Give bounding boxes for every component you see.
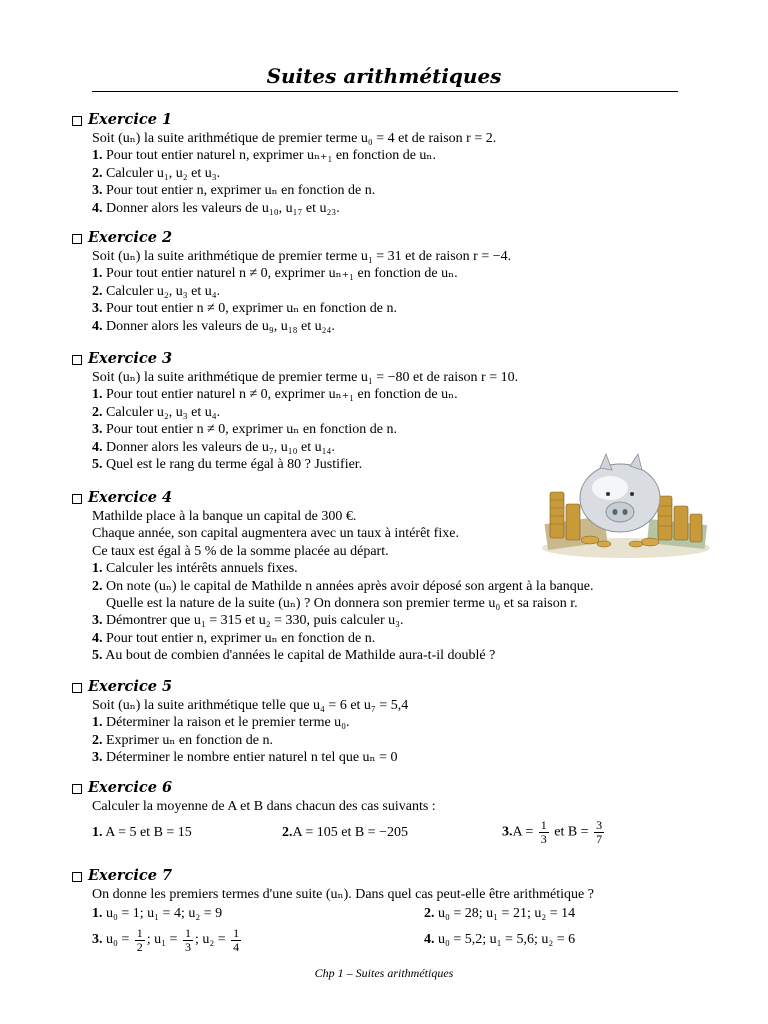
exercise-line: 3. Pour tout entier n, exprimer uₙ en fonction de n. (92, 183, 376, 199)
case-4: 4. u₀ = 5,2; u₁ = 5,6; u₂ = 6 (424, 932, 576, 948)
case-3: 3. u₀ = $\frac{1}{2}$ ; u₁ = $\frac{1}{3}$ ; u₂ = $\frac{1}{4}$ (92, 925, 240, 954)
exercise-line: 2. On note (uₙ) le capital de Mathilde n années après avoir déposé son argent à la banque. (92, 578, 594, 594)
exercise-line: 1. Pour tout entier naturel n, exprimer uₙ₊₁ en fonction de uₙ. (92, 148, 436, 164)
checkbox-icon (72, 872, 82, 882)
exercise-line: 2. Calculer u₂, u₃ et u₄. (92, 283, 221, 299)
exercise-line: 4. Donner alors les valeurs de u₁₀, u₁₇ et u₂₃. (92, 200, 340, 216)
case-2: 2. u₀ = 28; u₁ = 21; u₂ = 14 (424, 906, 576, 922)
fraction: $\frac{3}{7}$ (596, 818, 603, 847)
exercise-line: 3. Déterminer le nombre entier naturel n tel que uₙ = 0 (92, 750, 398, 766)
fraction: $\frac{1}{3}$ (540, 818, 547, 847)
exercise-line: 5. Quel est le rang du terme égal à 80 ? Justifier. (92, 457, 363, 473)
exercise-line: 4. Pour tout entier n, exprimer uₙ en fonction de n. (92, 630, 376, 646)
case-2: 2.A = 105 et B = −205 (282, 824, 408, 840)
exercise-cases (92, 925, 732, 955)
exercise-line: Soit (uₙ) la suite arithmétique de premier terme u₁ = −80 et de raison r = 10. (92, 370, 519, 385)
exercise-line: 5. Au bout de combien d'années le capital de Mathilde aura-t-il doublé ? (92, 648, 496, 664)
exercise-line: 2. Calculer u₁, u₂ et u₃. (92, 165, 221, 181)
exercise-intro: On donne les premiers termes d'une suite (uₙ). Dans quel cas peut-elle être arithmétique ? (92, 887, 594, 902)
exercise-line: 2. Calculer u₂, u₃ et u₄. (92, 404, 221, 420)
checkbox-icon (72, 494, 82, 504)
exercise-title: Exercice 2 (88, 228, 173, 246)
exercise-line: 3. Pour tout entier n ≠ 0, exprimer uₙ en fonction de n. (92, 422, 397, 438)
exercise-line: 1. Pour tout entier naturel n ≠ 0, exprimer uₙ₊₁ en fonction de uₙ. (92, 387, 458, 403)
exercise-line: 3. Pour tout entier n ≠ 0, exprimer uₙ en fonction de n. (92, 301, 397, 317)
page-title: Suites arithmétiques (266, 64, 502, 88)
exercise-line: Chaque année, son capital augmentera avec un taux à intérêt fixe. (92, 526, 459, 542)
exercise-title: Exercice 6 (88, 778, 173, 796)
exercise-line: Quelle est la nature de la suite (uₙ) ? On donnera son premier terme u₀ et sa raison r. (106, 596, 578, 612)
case-1: 1. u₀ = 1; u₁ = 4; u₂ = 9 (92, 906, 223, 922)
exercise-title: Exercice 4 (88, 488, 173, 506)
exercise-4 (72, 486, 732, 665)
exercise-line: Soit (uₙ) la suite arithmétique de premier terme u₁ = 31 et de raison r = −4. (92, 249, 512, 264)
exercise-title: Exercice 1 (88, 110, 173, 128)
case-3: 3.A = $\frac{1}{3}$ et B = $\frac{3}{7}$ (502, 818, 603, 847)
exercise-line: 4. Donner alors les valeurs de u₇, u₁₀ et u₁₄. (92, 439, 335, 455)
exercise-line: 2. Exprimer uₙ en fonction de n. (92, 732, 274, 748)
exercise-1 (72, 108, 732, 217)
exercise-cases (92, 819, 732, 846)
exercise-5 (72, 675, 732, 767)
exercise-line: Soit (uₙ) la suite arithmétique de premier terme u₀ = 4 et de raison r = 2. (92, 131, 497, 146)
exercise-title: Exercice 3 (88, 349, 173, 367)
exercise-line: 4. Donner alors les valeurs de u₉, u₁₈ et u₂₄. (92, 318, 335, 334)
exercise-cases (92, 903, 732, 925)
exercise-line: 1. Calculer les intérêts annuels fixes. (92, 561, 298, 577)
exercise-intro: Calculer la moyenne de A et B dans chacun des cas suivants : (92, 799, 436, 814)
checkbox-icon (72, 355, 82, 365)
exercise-line: Mathilde place à la banque un capital de 300 €. (92, 509, 357, 524)
exercise-line: 1. Pour tout entier naturel n ≠ 0, exprimer uₙ₊₁ en fonction de uₙ. (92, 266, 458, 282)
checkbox-icon (72, 784, 82, 794)
exercise-line: 1. Déterminer la raison et le premier terme u₀. (92, 715, 350, 731)
exercise-line: Soit (uₙ) la suite arithmétique telle que u₄ = 6 et u₇ = 5,4 (92, 698, 409, 713)
fraction: $\frac{1}{3}$ (184, 925, 191, 954)
fraction: $\frac{1}{4}$ (233, 925, 240, 954)
fraction: $\frac{1}{2}$ (136, 925, 143, 954)
checkbox-icon (72, 116, 82, 126)
exercise-line: 3. Démontrer que u₁ = 315 et u₂ = 330, puis calculer u₃. (92, 613, 404, 629)
checkbox-icon (72, 234, 82, 244)
exercise-7 (72, 864, 732, 955)
page-footer: Chp 1 – Suites arithmétiques (314, 966, 454, 980)
checkbox-icon (72, 683, 82, 693)
exercise-title: Exercice 7 (88, 866, 173, 884)
exercise-2 (72, 226, 732, 335)
exercise-6 (72, 776, 732, 846)
title-rule (92, 91, 678, 92)
case-1: 1. A = 5 et B = 15 (92, 824, 192, 840)
exercise-title: Exercice 5 (88, 677, 173, 695)
exercise-line: Ce taux est égal à 5 % de la somme placée au départ. (92, 543, 389, 559)
